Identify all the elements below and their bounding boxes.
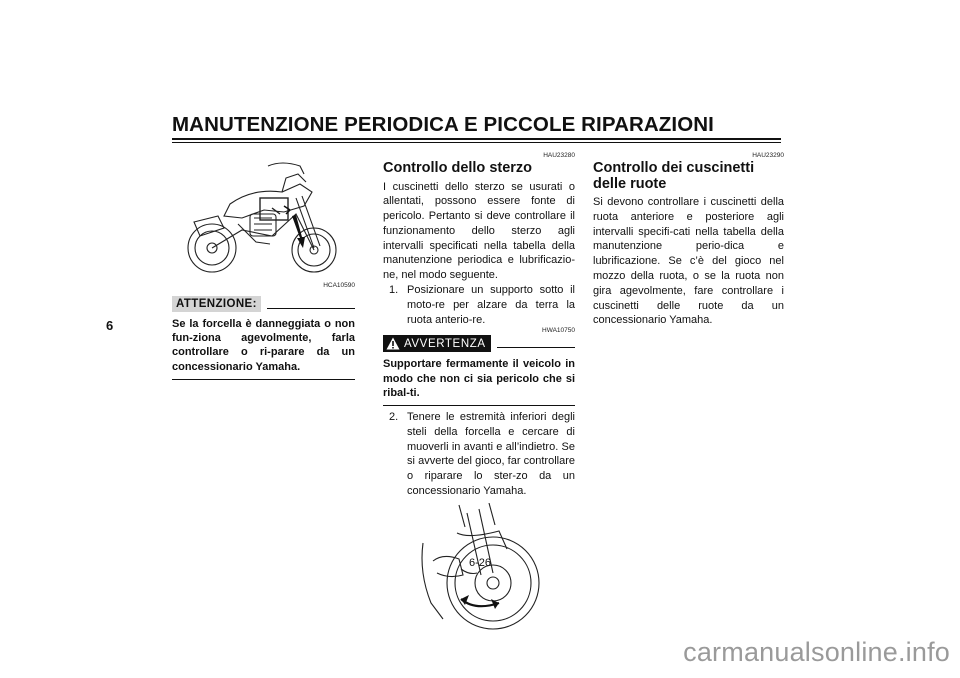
motorcycle-fork-illustration [172,158,355,282]
page-number: 6-26 [468,557,492,569]
warning-label: AVVERTENZA [404,337,486,350]
steering-steps-2 [383,410,575,499]
title-rule-thick [172,138,781,140]
title-rule-thin [172,142,781,143]
figure-code: HCA10590 [323,282,355,289]
step-text: Tenere le estremità inferiori degli steli della forcella e cercare di muoverli in avanti e all’indietro. Se si avverte del gioco, far controllare o riparare lo ster-zo da un concessionario Yamaha. [407,411,575,498]
section-code: HAU23280 [543,152,575,159]
caution-heading [172,296,355,312]
watermark: carmanualsonline.info [683,637,950,667]
section-code: HAU23290 [752,152,784,159]
steering-intro: I cuscinetti dello sterzo se usurati o allentati, possono essere fonte di pericolo. Pertanto si deve controllare il funzionamento dello sterzo agli intervalli specificati nella tabella della manutenzione periodica e lubrificazio-ne, nel modo seguente. [383,180,575,282]
warning-triangle-icon [386,337,400,350]
warning-code: HWA10750 [542,327,575,335]
warning-rule [497,347,575,348]
section-title-steering: Controllo dello sterzo [383,160,533,176]
page-title: MANUTENZIONE PERIODICA E PICCOLE RIPARAZIONI [172,113,714,136]
step-number: 2. [389,411,399,424]
caution-rule [267,308,355,309]
steering-steps-1 [383,283,575,327]
column-fork-check [172,158,355,380]
column-wheel-bearings [593,152,784,328]
list-item [383,283,575,327]
step-number: 1. [389,284,399,297]
wheel-bearings-text: Si devono controllare i cuscinetti della ruota anteriore e posteriore agli intervalli specifi-cati nella tabella della manutenzione perio-dica e lubrificazione. Se c’è del gioco nel mozzo della ruota, o se la ruota non gira agevolmente, fare controllare i cuscinetti delle ruote da un concessionario Yamaha. [593,196,784,327]
step-text: Posizionare un supporto sotto il moto-re per alzare da terra la ruota anterio-re. [407,284,575,326]
caution-text: Se la forcella è danneggiata o non fun-ziona agevolmente, farla controllare o ri-parare da un concessionario Yamaha. [172,317,355,380]
warning-badge [383,335,491,352]
list-item [383,410,575,499]
section-title-wheel-bearings: Controllo dei cuscinetti delle ruote [593,160,755,192]
caution-label: ATTENZIONE: [172,296,261,312]
chapter-tab: 6 [106,318,114,333]
warning-heading [383,335,575,352]
warning-text: Supportare fermamente il veicolo in modo che non ci sia pericolo che si ribal-ti. [383,357,575,406]
